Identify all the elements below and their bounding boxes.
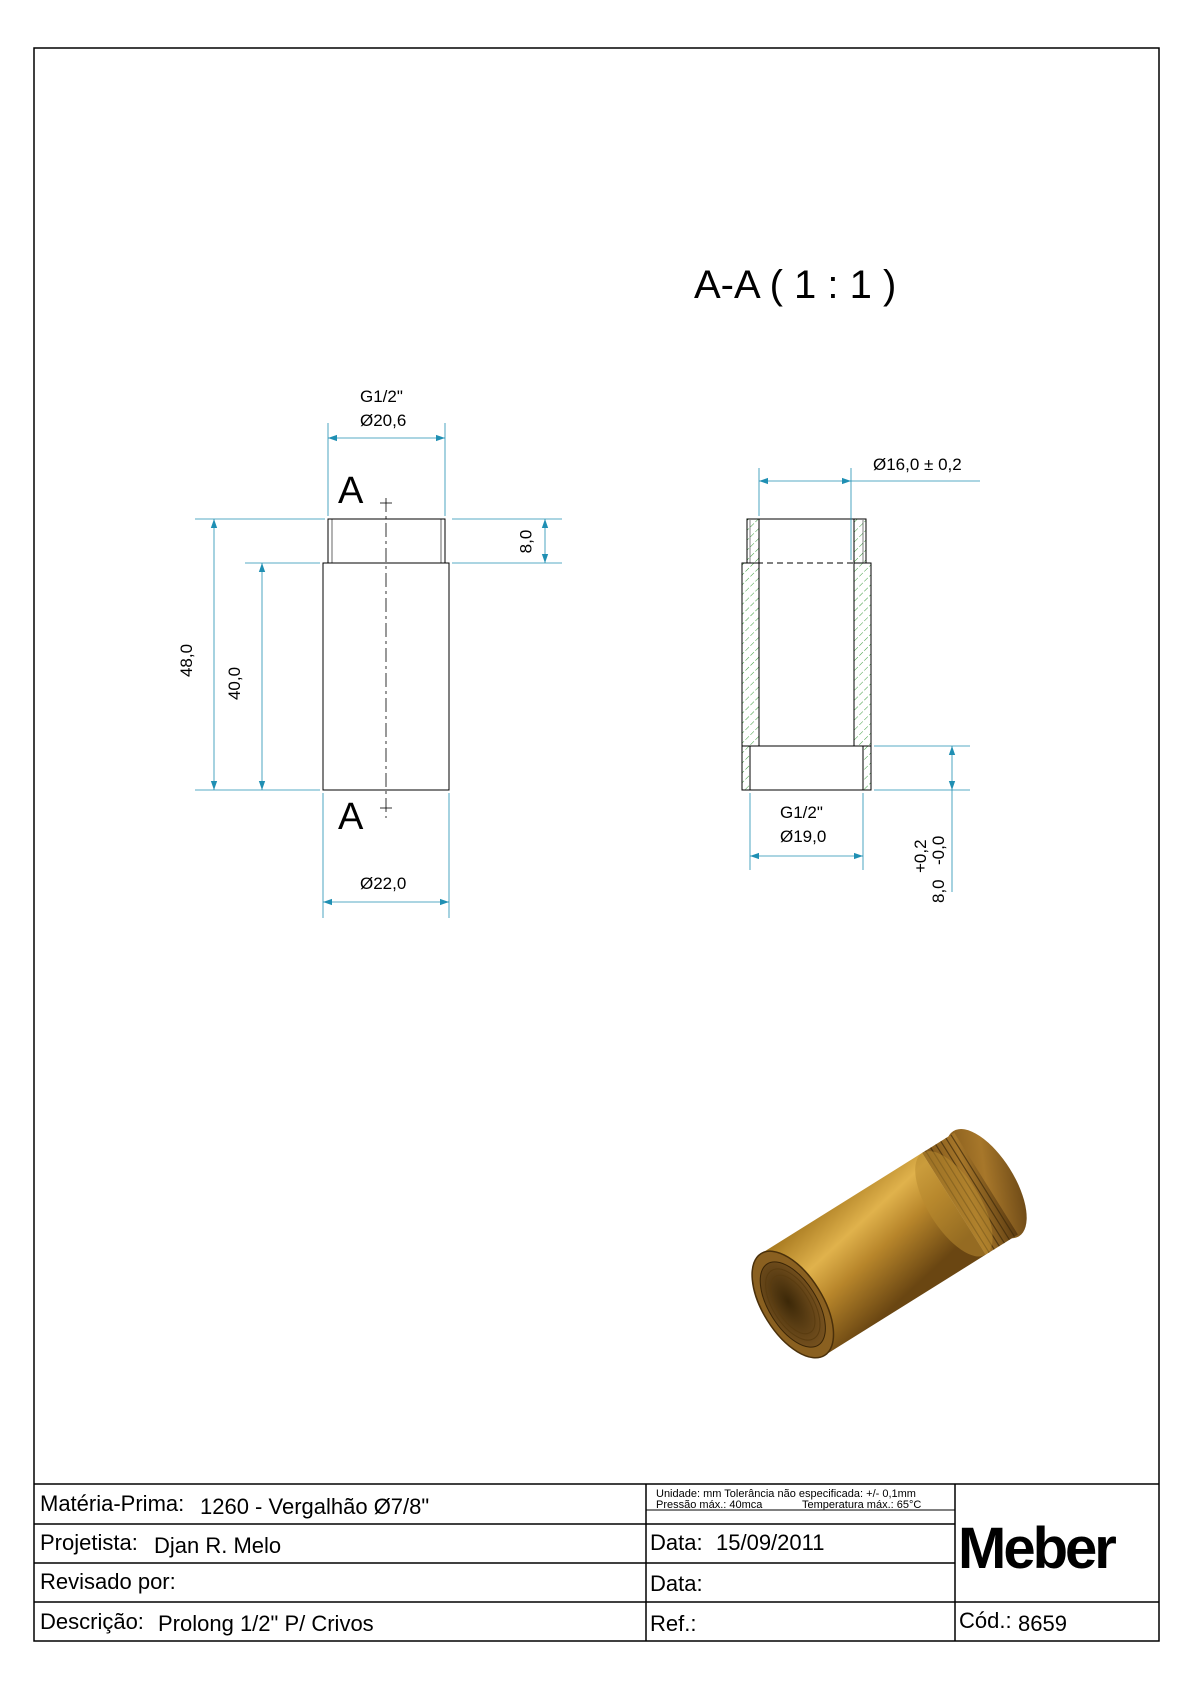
dim-text-section-thread-diameter: Ø19,0 <box>780 827 827 846</box>
section-title: A-A ( 1 : 1 ) <box>694 263 897 307</box>
bore-diameter-tolerance: ± 0,2 <box>924 455 962 474</box>
isometric-render <box>734 1116 1042 1373</box>
section-wall <box>747 519 759 563</box>
sheet-border <box>34 48 1159 1641</box>
data-value-1: 15/09/2011 <box>716 1530 825 1555</box>
front-view <box>195 423 562 918</box>
section-wall <box>742 563 759 746</box>
descricao-label: Descrição: <box>40 1609 144 1634</box>
materia-prima-value: 1260 - Vergalhão Ø7/8" <box>200 1494 430 1519</box>
notes-line-2a: Pressão máx.: 40mca <box>656 1499 763 1511</box>
notes-line-1: Unidade: mm Tolerância não especificada: +/- 0,1mm <box>656 1488 916 1500</box>
section-thread-tol-upper: +0,2 <box>911 839 930 873</box>
company-logo: Meber <box>958 1516 1114 1581</box>
descricao-value: Prolong 1/2" P/ Crivos <box>158 1611 374 1636</box>
data-label-2: Data: <box>650 1571 703 1596</box>
ref-label: Ref.: <box>650 1611 697 1636</box>
dim-text-overall-length: 48,0 <box>177 643 197 678</box>
section-thread-depth-value: 8,0 <box>929 879 948 903</box>
dim-text-front-thread-diameter: Ø20,6 <box>360 411 407 430</box>
section-wall <box>854 519 866 563</box>
section-wall <box>854 563 871 746</box>
notes-line-2b: Temperatura máx.: 65°C <box>802 1499 922 1511</box>
projetista-label: Projetista: <box>40 1530 138 1555</box>
cod-value: 8659 <box>1018 1611 1067 1636</box>
revisado-label: Revisado por: <box>40 1569 176 1594</box>
section-marker-top: A <box>338 470 364 512</box>
data-label-1: Data: <box>650 1530 703 1555</box>
section-thread-tol-lower: -0,0 <box>929 835 948 865</box>
dim-text-front-thread-spec: G1/2" <box>360 387 403 406</box>
dim-text-body-length: 40,0 <box>225 666 245 701</box>
section-wall <box>863 746 871 790</box>
cod-label: Cód.: <box>959 1608 1012 1633</box>
dim-text-outer-diameter: Ø22,0 <box>360 874 407 893</box>
materia-prima-label: Matéria-Prima: <box>40 1491 185 1516</box>
section-wall <box>742 746 750 790</box>
bore-diameter-value: Ø16,0 <box>873 455 920 474</box>
front-thread-neck <box>328 519 445 563</box>
dim-text-section-thread-spec: G1/2" <box>780 803 823 822</box>
dim-text-section-thread-depth-group <box>912 823 952 903</box>
dim-text-thread-length: 8,0 <box>516 529 536 554</box>
section-marker-bottom: A <box>338 796 364 838</box>
dim-text-bore-diameter <box>873 456 962 473</box>
projetista-value: Djan R. Melo <box>154 1533 282 1558</box>
